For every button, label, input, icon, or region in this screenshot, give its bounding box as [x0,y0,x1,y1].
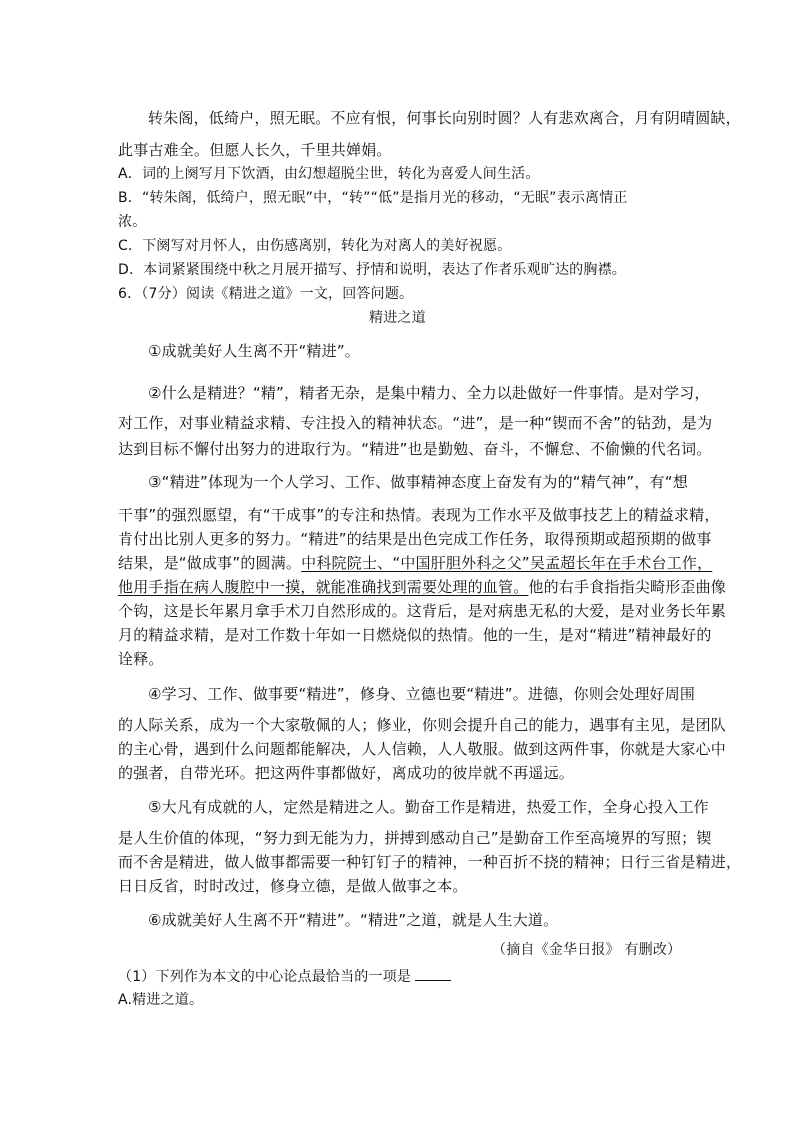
option-b: B．“转朱阁，低绮户，照无眠”中，“转”“低”是指月光的移动，“无眠”表示离情正 [118,190,628,206]
paragraph-4-line: 的主心骨，遇到什么问题都能解决，人人信赖，人人敬服。做到这两件事，你就是大家心中 [118,740,727,758]
paragraph-3-line [118,577,726,597]
underlined-example: 中科院院士、“中国肝胆外科之父”吴孟超长年在手术台工作， [301,554,713,572]
option-c: C．下阕写对月怀人，由伤感离别，转化为对离人的美好祝愿。 [118,238,512,254]
paragraph-3-line: 肯付出比别人更多的努力。“精进”的结果是出色完成工作任务，取得预期或超预期的做事 [118,530,712,548]
option-d: D．本词紧紧围绕中秋之月展开描写、抒情和说明，表达了作者乐观旷达的胸襟。 [118,262,626,278]
paragraph-4-line: ④学习、工作、做事要“精进”，修身、立德也要“精进”。进德，你则会处理好周围 [148,685,696,703]
paragraph-4-line: 的强者，自带光环。把这两件事都做好，离成功的彼岸就不再遥远。 [118,764,575,782]
source-citation: （摘自《金华日报》 有删改） [492,942,682,958]
paragraph-3-line: 干事”的强烈愿望，有“干成事”的专注和热情。表现为工作水平及做事技艺上的精益求精， [118,506,720,524]
paragraph-6: ⑥成就美好人生离不开“精进”。“精进”之道，就是人生大道。 [148,911,559,929]
question-6-prompt: 6．（7分）阅读《精进之道》一文，回答问题。 [118,286,414,302]
paragraph-5-line: 是人生价值的体现，“努力到无能为力，拼搏到感动自己”是勤奋工作至高境界的写照；锲 [118,829,712,847]
paragraph-2-line: 对工作，对事业精益求精、专注投入的精神状态。“进”，是一种“锲而不舍”的钻劲，是为 [118,414,713,432]
paragraph-5-line: ⑤大凡有成就的人，定然是精进之人。勤奋工作是精进，热爱工作，全身心投入工作 [148,798,709,816]
answer-blank [415,966,451,981]
paragraph-5-line: 而不舍是精进，做人做事都需要一种钉钉子的精神，一种百折不挠的精神；日行三省是精进， [118,853,742,871]
paragraph-3-text: 他的右手食指指尖畸形歪曲像 [528,578,727,596]
paragraph-4-line: 的人际关系，成为一个大家敬佩的人；修业，你则会提升自己的能力，遇事有主见，是团队 [118,716,727,734]
paragraph-2-line: 达到目标不懈付出努力的进取行为。“精进”也是勤勉、奋斗，不懈怠、不偷懒的代名词。 [118,440,712,458]
paragraph-3-line: ③“精进”体现为一个人学习、工作、做事精神态度上奋发有为的“精气神”，有“想 [148,473,688,491]
poem-line: 此事古难全。但愿人长久，千里共婵娟。 [118,141,392,159]
paragraph-3-line: 诠释。 [118,650,164,668]
poem-line: 转朱阁，低绮户，照无眠。不应有恨，何事长向别时圆？人有悲欢离合，月有阴晴圆缺， [148,109,741,127]
option-b-continued: 浓。 [118,214,147,230]
paragraph-3-line [118,553,712,573]
underlined-example: 他用手指在病人腹腔中一摸，就能准确找到需要处理的血管。 [118,578,529,596]
article-title: 精进之道 [369,310,426,326]
paragraph-2-line: ②什么是精进？“精”，精者无杂，是集中精力、全力以赴做好一件事情。是对学习， [148,384,710,402]
paragraph-3-line: 个钩，这是长年累月拿手术刀自然形成的。这背后，是对病患无私的大爱，是对业务长年累 [118,602,727,620]
paragraph-3-line: 月的精益求精，是对工作数十年如一日燃烧似的热情。他的一生，是对“精进”精神最好的 [118,626,712,644]
paragraph-3-text: 结果，是“做成事”的圆满。 [118,554,302,572]
paragraph-5-line: 日日反省，时时改过，修身立德，是做人做事之本。 [118,877,468,895]
subquestion-1-option-a: A.精进之道。 [118,992,204,1008]
subquestion-1-prompt [118,966,451,987]
option-a: A．词的上阕写月下饮酒，由幻想超脱尘世，转化为喜爱人间生活。 [118,166,540,182]
subquestion-1-text: （1）下列作为本文的中心论点最恰当的一项是 [118,969,412,985]
paragraph-1: ①成就美好人生离不开“精进”。 [148,342,360,360]
